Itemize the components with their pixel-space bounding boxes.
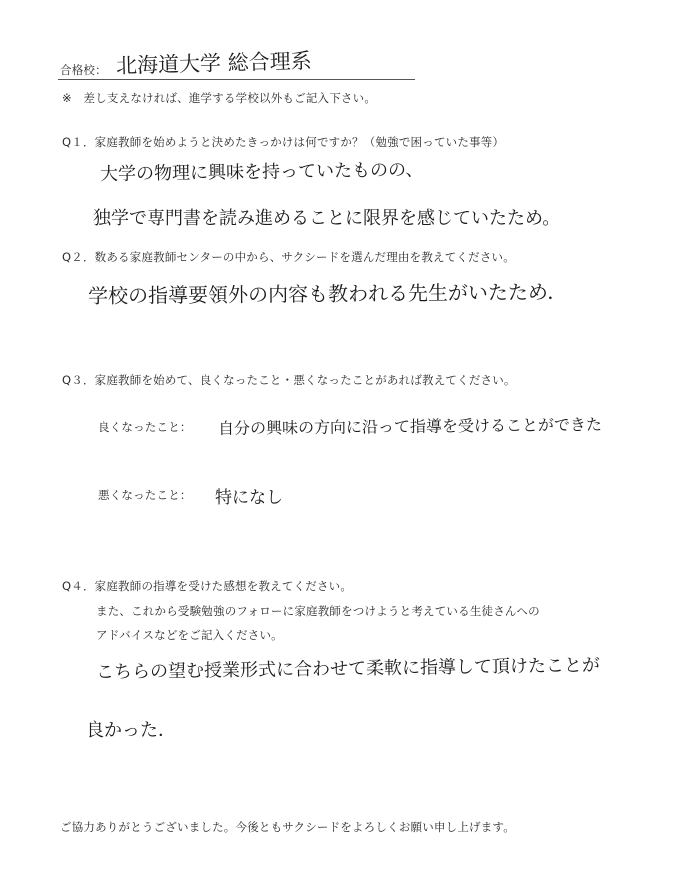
q4-question: Q４．家庭教師の指導を受けた感想を教えてください。 [62, 579, 353, 593]
q1-answer-line1: 大学の物理に興味を持っていたものの、 [99, 159, 424, 185]
school-value: 北海道大学 総合理系 [115, 48, 312, 78]
q3-good-label: 良くなったこと： [98, 420, 192, 434]
note-text: ※ 差し支えなければ、進学する学校以外もご記入下さい。 [62, 91, 377, 105]
q4-answer-line1: こちらの望む授業形式に合わせて柔軟に指導して頂けたことが [95, 654, 601, 683]
q1-answer-line2: 独学で専門書を読み進めることに限界を感じていたため。 [93, 208, 561, 229]
school-underline [58, 79, 415, 80]
q2-answer: 学校の指導要領外の内容も教われる先生がいたため． [87, 279, 568, 308]
footer-thanks: ご協力ありがとうございました。今後ともサクシードをよろしくお願い申し上げます。 [60, 820, 515, 834]
q4-sub-line2: アドバイスなどをご記入ください。 [96, 628, 283, 642]
q4-sub-line1: また、これから受験勉強のフォローに家庭教師をつけようと考えている生徒さんへの [96, 604, 540, 618]
q4-answer-line2: 良かった． [86, 720, 176, 741]
q1-question: Q１．家庭教師を始めようと決めたきっかけは何ですか？（勉強で困っていた事等） [62, 135, 505, 149]
q3-bad-answer: 特になし [215, 488, 283, 508]
school-label: 合格校： [60, 63, 107, 77]
q3-bad-label: 悪くなったこと： [98, 488, 192, 502]
q3-good-answer: 自分の興味の方向に沿って指導を受けることができた [217, 414, 603, 438]
q3-question: Q３．家庭教師を始めて、良くなったこと・悪くなったことがあれば教えてください。 [62, 373, 516, 387]
q2-question: Q２．数ある家庭教師センターの中から、サクシードを選んだ理由を教えてください。 [62, 250, 515, 264]
